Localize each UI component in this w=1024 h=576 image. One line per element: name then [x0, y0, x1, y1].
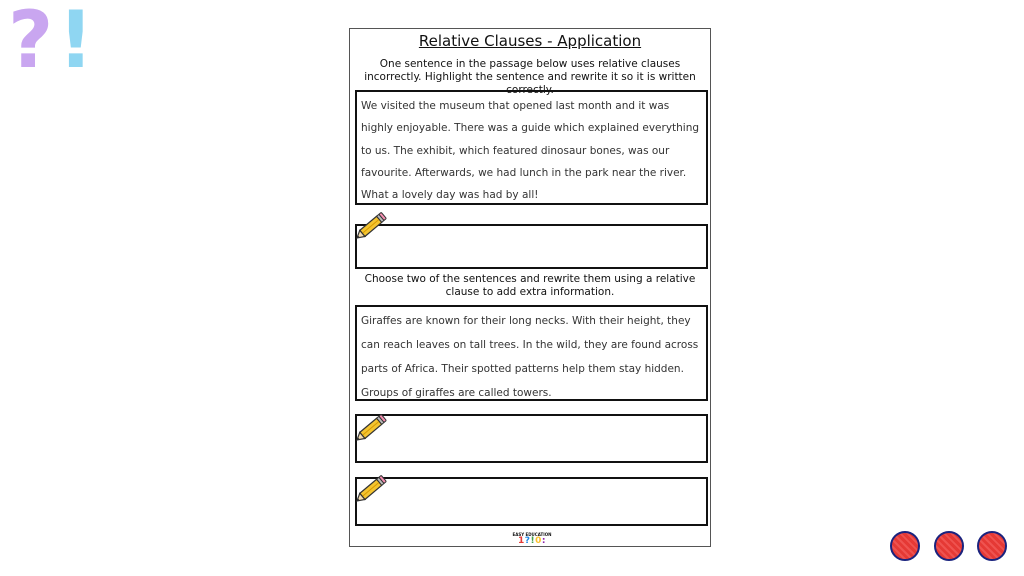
- answer-box-3[interactable]: [355, 477, 708, 526]
- question-mark-decoration: ?: [8, 0, 54, 86]
- worksheet-title: Relative Clauses - Application: [418, 32, 642, 50]
- pencil-icon: [352, 209, 388, 245]
- pencil-icon: [352, 411, 388, 447]
- instruction-2: Choose two of the sentences and rewrite them using a relative clause to add extra information.: [364, 273, 696, 298]
- passage-2: Giraffes are known for their long necks. With their height, they can reach leaves on tall trees. In the wild, they are found across parts of Africa. Their spotted patterns help them stay hidden. Groups of giraffes are called towers.: [355, 305, 708, 401]
- answer-box-1[interactable]: [355, 224, 708, 269]
- worksheet: [349, 28, 711, 547]
- answer-box-2[interactable]: [355, 414, 708, 463]
- passage-1: We visited the museum that opened last month and it was highly enjoyable. There was a guide which explained everything to us. The exhibit, which featured dinosaur bones, was our favourite. Afterwards, we had lunch in the park near the river. What a lovely day was had by all!: [355, 90, 708, 205]
- nav-button-3[interactable]: [977, 531, 1007, 561]
- easy-education-logo: [510, 532, 554, 546]
- logo-caption: EASY EDUCATION: [512, 532, 552, 537]
- instruction-1: One sentence in the passage below uses relative clauses incorrectly. Highlight the sentence and rewrite it so it is written correctly.: [364, 58, 696, 96]
- exclamation-mark-decoration: !: [58, 0, 94, 86]
- logo-mark: 1?!0:: [518, 536, 546, 546]
- nav-button-1[interactable]: [890, 531, 920, 561]
- nav-button-2[interactable]: [934, 531, 964, 561]
- pencil-icon: [352, 472, 388, 508]
